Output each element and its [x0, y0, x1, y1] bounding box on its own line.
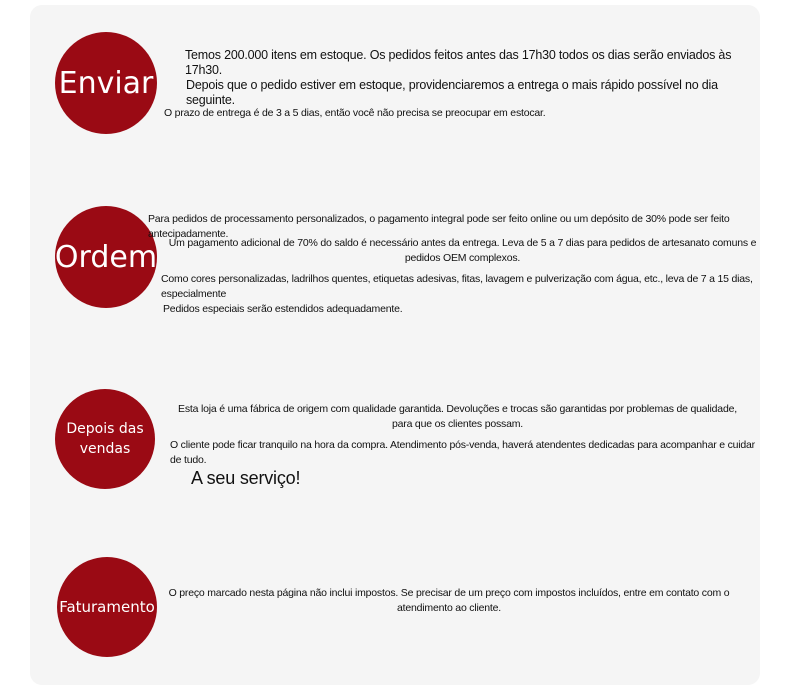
depois-das-vendas-badge	[55, 389, 155, 489]
a-seu-servico-text: A seu serviço!	[191, 468, 301, 488]
ordem-text-line3: Como cores personalizadas, ladrilhos quentes, etiquetas adesivas, fitas, lavagem e pulverização com água, etc., leva de 7 a 15 dias, especialmente	[161, 273, 753, 300]
ordem-text-line2: Um pagamento adicional de 70% do saldo é necessário antes da entrega. Leva de 5 a 7 dias para pedidos de artesanato comuns e pedidos OEM complexos.	[168, 237, 757, 264]
enviar-text-line1: Temos 200.000 itens em estoque. Os pedidos feitos antes das 17h30 todos os dias serão enviados às 17h30.	[185, 48, 732, 77]
enviar-text-line3: O prazo de entrega é de 3 a 5 dias, então você não precisa se preocupar em estocar.	[164, 107, 546, 119]
enviar-text-line2: Depois que o pedido estiver em estoque, providenciaremos a entrega o mais rápido possível no dia seguinte.	[186, 78, 718, 107]
faturamento-text-line1: O preço marcado nesta página não inclui impostos. Se precisar de um preço com impostos incluídos, entre em contato com o atendimento ao cliente.	[168, 587, 730, 614]
enviar-badge: Enviar	[55, 32, 157, 134]
ordem-badge: Ordem	[55, 206, 157, 308]
depois-das-vendas-label: Depois das vendas	[66, 421, 144, 457]
ordem-text-line1: Para pedidos de processamento personalizados, o pagamento integral pode ser feito online ou um depósito de 30% pode ser feito antecipadamente.	[148, 213, 730, 240]
faturamento-badge: Faturamento	[57, 557, 157, 657]
depois-text-line1: Esta loja é uma fábrica de origem com qualidade garantida. Devoluções e trocas são garantidas por problemas de qualidade, para que os clientes possam.	[178, 403, 737, 430]
ordem-text-line4: Pedidos especiais serão estendidos adequadamente.	[163, 303, 403, 315]
depois-text-line2: O cliente pode ficar tranquilo na hora da compra. Atendimento pós-venda, haverá atendentes dedicadas para acompanhar e cuidar de tudo.	[170, 439, 755, 466]
